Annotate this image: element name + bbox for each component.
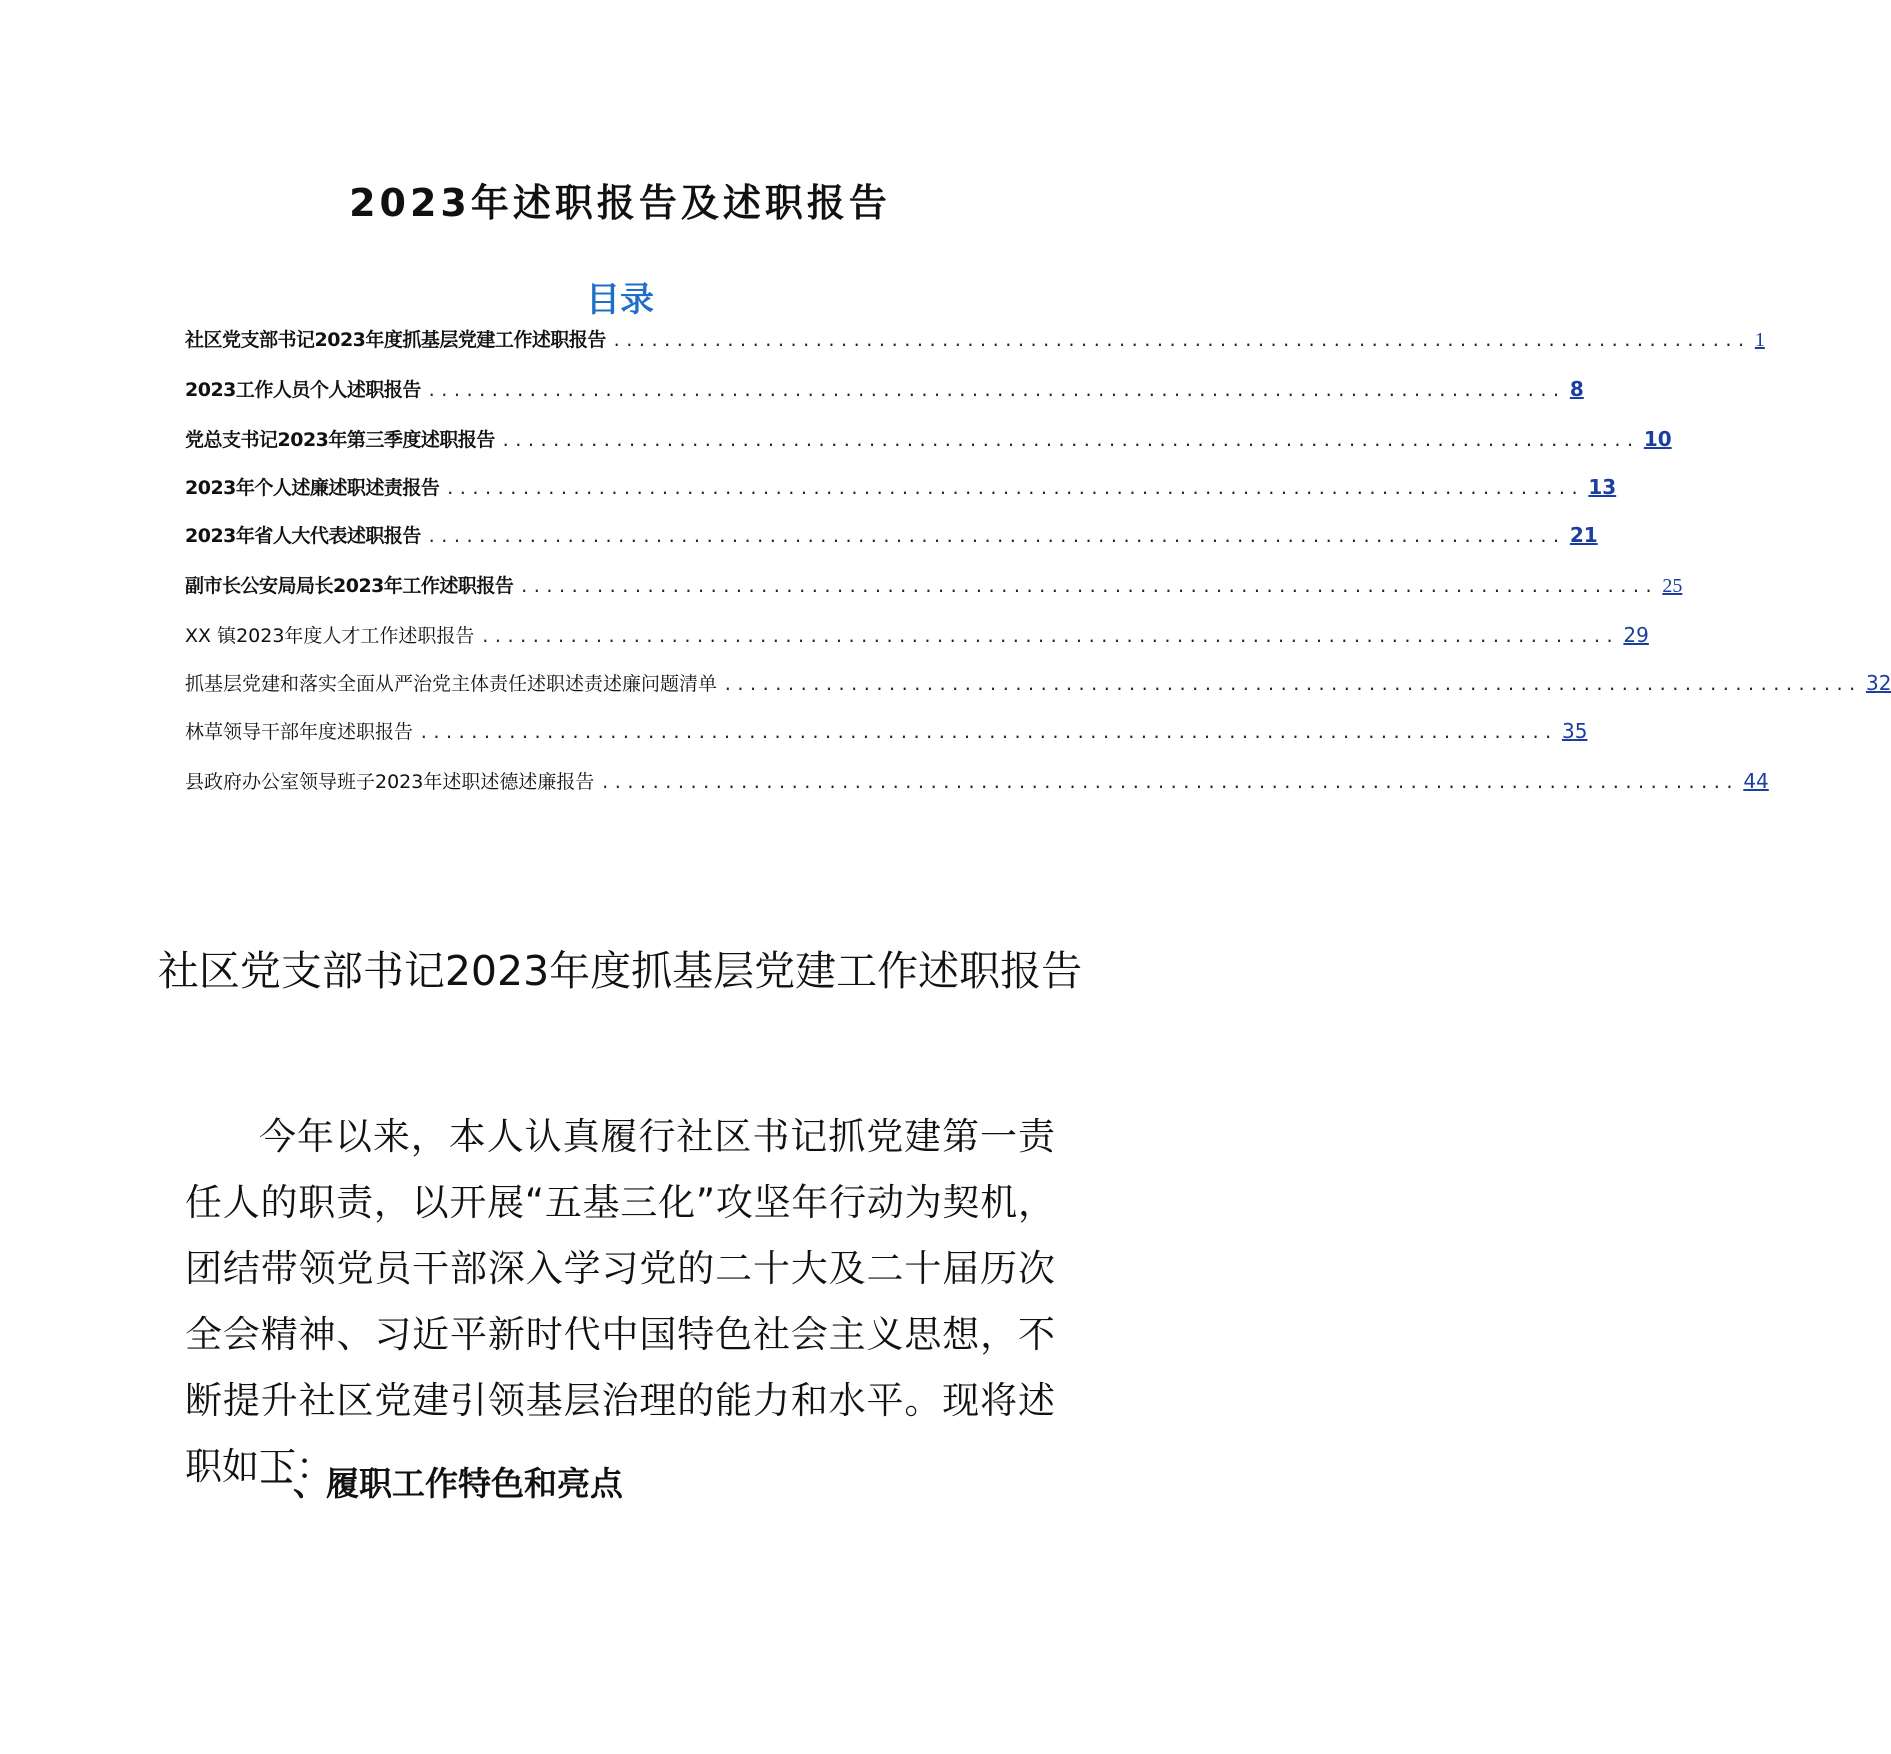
body-paragraph: 今年以来，本人认真履行社区书记抓党建第一责任人的职责，以开展“五基三化”攻坚年行动为契机，团结带领党员干部深入学习党的二十大及二十届历次全会精神、习近平新时代中国特色社会主义思想，不断提升社区党建引领基层治理的能力和水平。现将述职如下： — [185, 1115, 1055, 1488]
toc-entry-page[interactable]: 21 — [1569, 523, 1598, 547]
toc-entry-label[interactable]: 社区党支部书记2023年度抓基层党建工作述职报告 — [185, 329, 606, 351]
toc-entry[interactable] — [185, 621, 1649, 651]
toc-entry[interactable] — [185, 325, 1765, 355]
toc-leader-dots: .......................................................................................... — [500, 431, 1638, 450]
toc-entry-page[interactable]: 29 — [1623, 623, 1649, 647]
sub-heading: 一、履职工作特色和亮点 — [260, 1464, 623, 1503]
toc-entry-page[interactable]: 32 — [1865, 671, 1891, 695]
toc-entry-label[interactable]: 2023工作人员个人述职报告 — [185, 379, 421, 401]
toc-entry-page[interactable]: 1 — [1754, 329, 1765, 351]
toc-heading: 目录 — [586, 280, 654, 320]
toc-entry-page[interactable]: 35 — [1561, 719, 1588, 743]
toc-leader-dots: .......................................................................................... — [445, 479, 1583, 498]
toc-entry-label[interactable]: 林草领导干部年度述职报告 — [185, 721, 414, 743]
toc-leader-dots: .......................................................................................... — [519, 577, 1657, 596]
toc-entry-page[interactable]: 44 — [1743, 769, 1769, 793]
toc-leader-dots: .......................................................................................... — [419, 723, 1556, 742]
toc-entry[interactable] — [185, 425, 1672, 455]
toc-entry-label[interactable]: 县政府办公室领导班子2023年述职述德述廉报告 — [185, 771, 595, 793]
toc-entry[interactable] — [185, 521, 1598, 551]
toc-leader-dots: .......................................................................................... — [723, 675, 1860, 694]
toc-leader-dots: .......................................................................................... — [600, 773, 1738, 792]
section-title: 社区党支部书记2023年度抓基层党建工作述职报告 — [157, 947, 1083, 995]
toc-entry-label[interactable]: 党总支书记2023年第三季度述职报告 — [185, 429, 495, 451]
toc-leader-dots: .......................................................................................... — [426, 381, 1564, 400]
toc-entry[interactable] — [185, 571, 1683, 601]
toc-entry-page[interactable]: 13 — [1588, 475, 1617, 499]
toc-entry-page[interactable]: 8 — [1569, 377, 1584, 401]
toc-entry[interactable] — [185, 473, 1617, 503]
toc-entry[interactable] — [185, 669, 1891, 699]
toc-entry-label[interactable]: 2023年省人大代表述职报告 — [185, 525, 421, 547]
toc-entry-label[interactable]: 副市长公安局局长2023年工作述职报告 — [185, 575, 514, 597]
toc-leader-dots: .......................................................................................... — [611, 331, 1749, 350]
toc-entry[interactable] — [185, 767, 1769, 797]
toc-entry-page[interactable]: 25 — [1662, 575, 1683, 597]
toc-entry[interactable] — [185, 375, 1584, 405]
toc-leader-dots: .......................................................................................... — [426, 527, 1564, 546]
document-title: 2023年述职报告及述职报告 — [349, 181, 891, 225]
toc-entry-page[interactable]: 10 — [1643, 427, 1672, 451]
toc-entry-label[interactable]: XX 镇2023年度人才工作述职报告 — [185, 625, 475, 647]
toc-entry-label[interactable]: 2023年个人述廉述职述责报告 — [185, 477, 440, 499]
toc-entry-label[interactable]: 抓基层党建和落实全面从严治党主体责任述职述责述廉问题清单 — [185, 673, 718, 695]
toc-leader-dots: .......................................................................................... — [480, 627, 1618, 646]
toc-entry[interactable] — [185, 717, 1588, 747]
